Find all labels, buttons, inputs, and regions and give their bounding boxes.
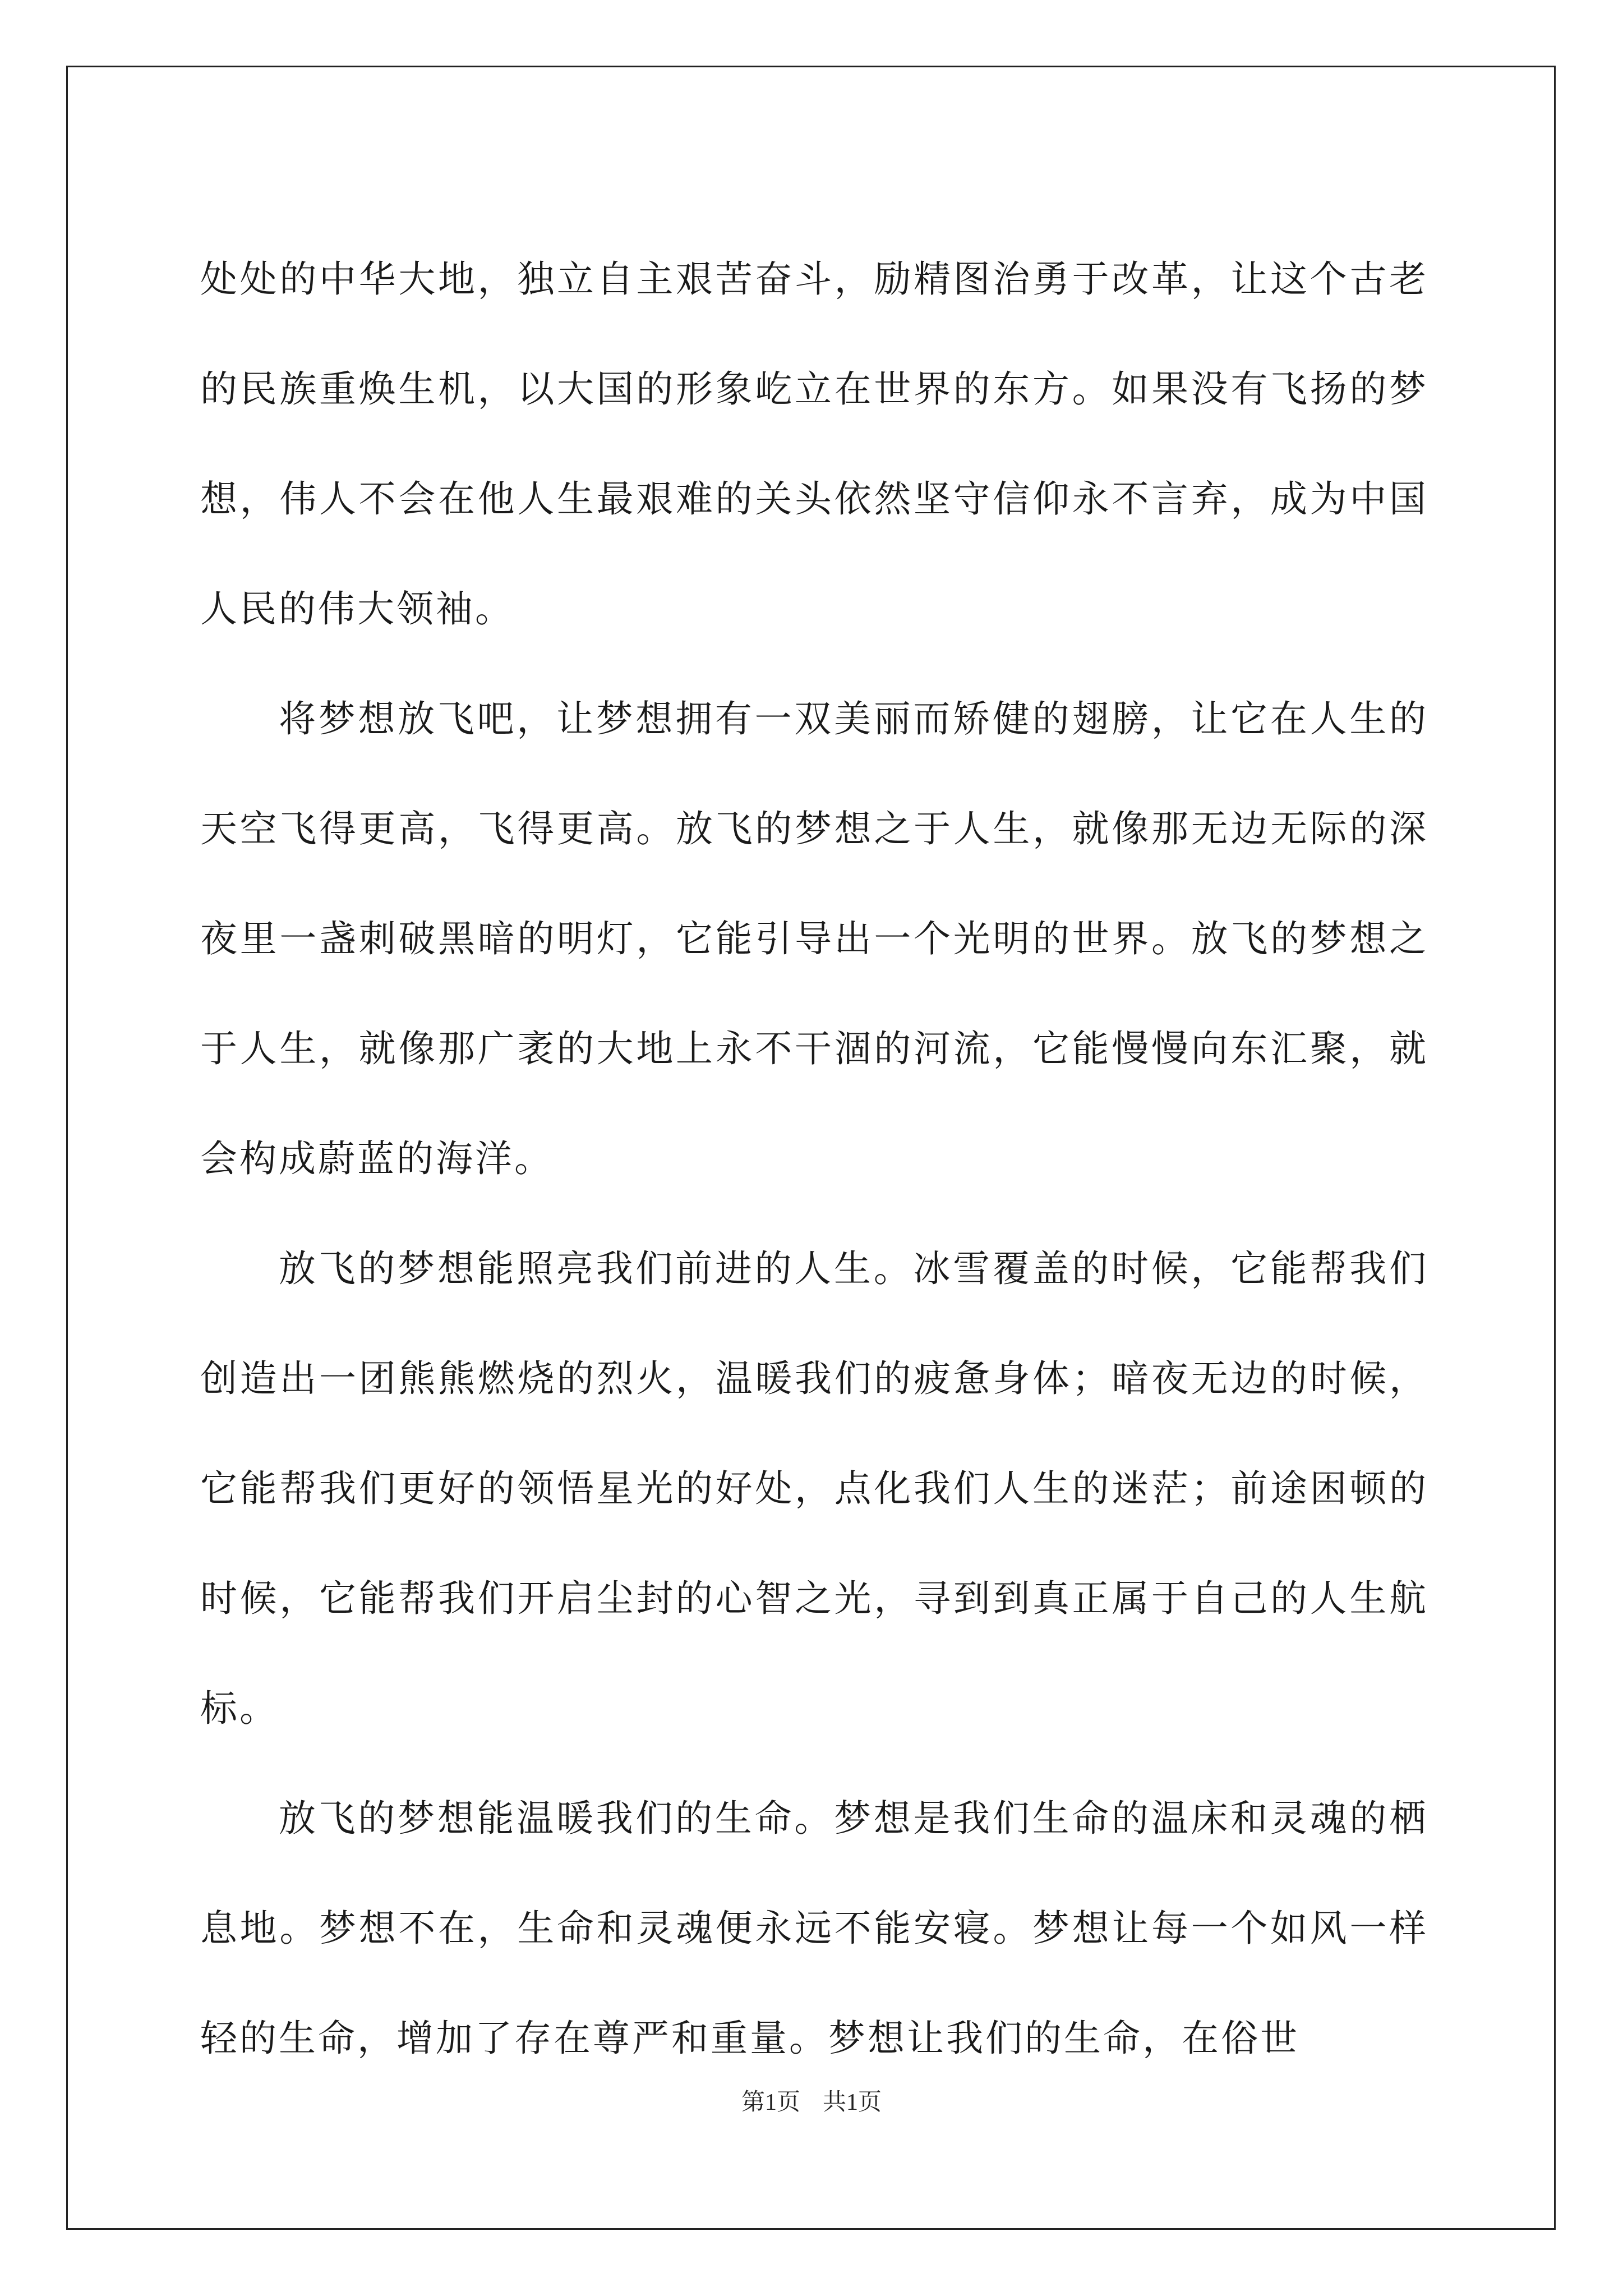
paragraph: 处处的中华大地，独立自主艰苦奋斗，励精图治勇于改革，让这个古老的民族重焕生机，以大国的形象屹立在世界的东方。如果没有飞扬的梦想，伟人不会在他人生最艰难的关头依然坚守信仰永不言弃，成为中国人民的伟大领袖。: [200, 257, 1428, 631]
page-number: 第1页: [741, 2090, 800, 2115]
paragraph: 将梦想放飞吧，让梦想拥有一双美丽而矫健的翅膀，让它在人生的天空飞得更高，飞得更高。放飞的梦想之于人生，就像那无边无际的深夜里一盏刺破黑暗的明灯，它能引导出一个光明的世界。放飞的梦想之于人生，就像那广袤的大地上永不干涸的河流，它能慢慢向东汇聚，就会构成蔚蓝的海洋。: [200, 697, 1428, 1180]
paragraph: 放飞的梦想能温暖我们的生命。梦想是我们生命的温床和灵魂的栖息地。梦想不在，生命和灵魂便永远不能安寝。梦想让每一个如风一样轻的生命，增加了存在尊严和重量。梦想让我们的生命，在俗世: [200, 1797, 1428, 2060]
page-total: 共1页: [823, 2090, 882, 2115]
paragraph: 放飞的梦想能照亮我们前进的人生。冰雪覆盖的时候，它能帮我们创造出一团熊熊燃烧的烈火，温暖我们的疲惫身体；暗夜无边的时候，它能帮我们更好的领悟星光的好处，点化我们人生的迷茫；前途困顿的时候，它能帮我们开启尘封的心智之光，寻到到真正属于自己的人生航标。: [200, 1247, 1428, 1730]
document-body: [200, 224, 1428, 2093]
page-footer: [0, 2083, 1623, 2117]
